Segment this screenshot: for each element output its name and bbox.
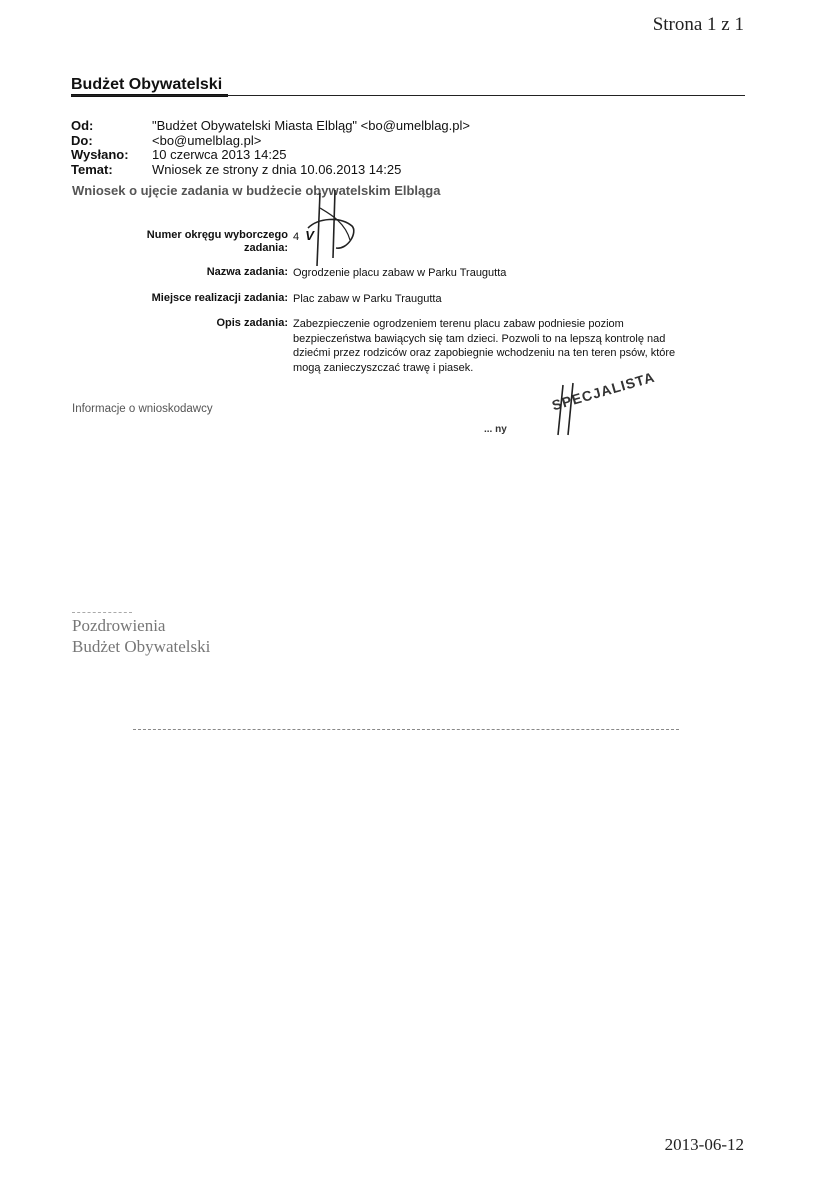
location-row (71, 292, 733, 307)
stamp-fragment: ... ny (484, 424, 507, 435)
description-line: bezpieczeństwa bawiących się tam dzieci. Pozwoli to na lepszą kontrolę nad (293, 332, 666, 345)
task-name-row (71, 266, 733, 281)
check-mark: V (305, 228, 314, 243)
subject-value: Wniosek ze strony z dnia 10.06.2013 14:25 (152, 161, 402, 177)
greeting-divider (72, 612, 132, 613)
footer-divider (133, 729, 679, 730)
stamp-text: SPECJALISTA (550, 368, 657, 414)
description-row (71, 317, 733, 375)
description-line: Zabezpieczenie ogrodzeniem terenu placu zabaw podniesie poziom (293, 318, 624, 330)
description-line: mogą zanieczyszczać trawę i piasek. (293, 361, 474, 374)
page-number: Strona 1 z 1 (652, 14, 744, 35)
sent-row (71, 148, 470, 163)
description-label: Opis zadania: (216, 317, 288, 329)
district-row (71, 229, 733, 255)
district-label (71, 229, 293, 255)
header-divider (71, 95, 745, 96)
description-value (293, 317, 733, 375)
task-name-label: Nazwa zadania: (206, 266, 288, 278)
from-label: Od: (71, 118, 94, 133)
greeting (72, 615, 211, 657)
sent-value: 10 czerwca 2013 14:25 (152, 147, 287, 162)
applicant-section-heading: Informacje o wnioskodawcy (72, 403, 213, 415)
app-title: Budżet Obywatelski (71, 76, 223, 93)
to-label: Do: (71, 132, 93, 148)
location-value: Plac zabaw w Parku Traugutta (293, 293, 442, 305)
greeting-line1: Pozdrowienia (72, 616, 166, 635)
handwritten-signature (300, 188, 370, 273)
description-line: dziećmi przez rodziców oraz zapobiegnie wchodzeniu na ten teren psów, które (293, 347, 676, 359)
district-label-line2: zadania: (243, 242, 288, 254)
form-title: Wniosek o ujęcie zadania w budżecie obywatelskim Elbląga (72, 183, 441, 198)
greeting-line2: Budżet Obywatelski (72, 637, 211, 656)
district-value: 4 (293, 231, 300, 243)
location-label: Miejsce realizacji zadania: (151, 292, 288, 304)
stamp-signature (548, 380, 588, 440)
email-header (71, 119, 470, 177)
subject-label: Temat: (71, 161, 113, 177)
from-row (71, 119, 470, 134)
district-label-line1: Numer okręgu wyborczego (146, 229, 288, 241)
to-value: <bo@umelblag.pl> (152, 132, 262, 148)
task-name-value: Ogrodzenie placu zabaw w Parku Traugutta (293, 267, 507, 279)
to-row (71, 134, 470, 149)
from-value: "Budżet Obywatelski Miasta Elbląg" <bo@umelblag.pl> (152, 118, 470, 133)
subject-row (71, 163, 470, 178)
sent-label: Wysłano: (71, 147, 129, 162)
print-date: 2013-06-12 (664, 1135, 744, 1154)
